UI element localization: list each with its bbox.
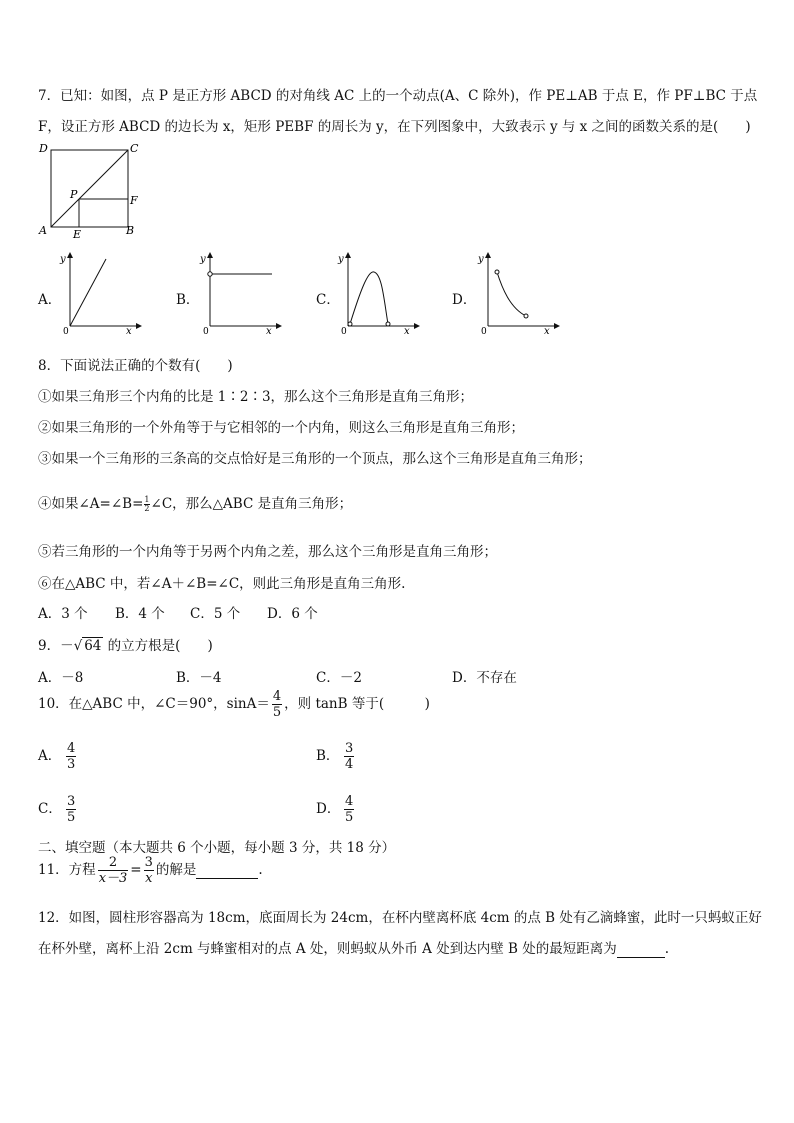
q7-option-d-label: D． <box>452 292 477 308</box>
q8-option-a: A．3 个 <box>38 606 88 622</box>
sqrt-icon: √ <box>73 638 83 654</box>
q12-line2: 在杯外壁，离杯上沿 2cm 与蜂蜜相对的点 A 处，则蚂蚁从外币 A 处到达内壁 B 处的最短距离为 . <box>38 941 669 957</box>
label-D: D <box>39 142 48 155</box>
q8-statement-2: ②如果三角形的一个外角等于与它相邻的一个内角，则这么三角形是直角三角形； <box>38 420 524 436</box>
q7-line1: 7．已知：如图，点 P 是正方形 ABCD 的对角线 AC 上的一个动点(A、C 除外)，作 PE⊥AB 于点 E，作 PF⊥BC 于点 <box>38 88 758 104</box>
axis-x-b: x <box>266 326 272 337</box>
fraction-half: $\frac{1}{2}$ <box>144 495 150 513</box>
square-figure <box>38 140 148 240</box>
axis-x-a: x <box>126 326 132 337</box>
q8-statement-4: ④如果∠A=∠B= $\frac{1}{2}$ ∠C，那么△ABC 是直角三角形； <box>38 495 353 513</box>
axis-y-c: y <box>338 254 344 265</box>
graph-option-d <box>478 252 558 338</box>
label-P: P <box>70 188 78 201</box>
q9-option-a: A．－8 <box>38 670 84 686</box>
q7-option-c-label: C． <box>316 292 340 308</box>
label-F: F <box>130 194 138 207</box>
fraction-right: $\frac{3}{x}$ <box>144 855 153 886</box>
q9-option-c: C．－2 <box>316 670 362 686</box>
answer-blank-q12 <box>617 941 665 958</box>
axis-x-d: x <box>544 326 550 337</box>
q9-stem: 9．－√ 64 的立方根是( ) <box>38 638 213 654</box>
q10-option-b: B． $\frac{3}{4}$ <box>316 741 354 772</box>
label-B: B <box>126 224 135 237</box>
q11-stem: 11．方程 $\frac{2}{x-3}$ = $\frac{3}{x}$ 的解是 . <box>38 855 263 886</box>
axis-x-c: x <box>404 326 410 337</box>
label-C: C <box>130 142 139 155</box>
q12-line1: 12．如图，圆柱形容器高为 18cm，底面周长为 24cm，在杯内壁离杯底 4cm 的点 B 处有乙滴蜂蜜，此时一只蚂蚁正好 <box>38 910 762 926</box>
q8-option-c: C．5 个 <box>190 606 241 622</box>
origin-b: 0 <box>203 327 209 337</box>
q8-statement-5: ⑤若三角形的一个内角等于另两个内角之差，那么这个三角形是直角三角形； <box>38 544 497 560</box>
q8-statement-3: ③如果一个三角形的三条高的交点恰好是三角形的一个顶点，那么这个三角形是直角三角形； <box>38 451 592 467</box>
origin-d: 0 <box>481 327 487 337</box>
q10-option-a: A． $\frac{4}{3}$ <box>38 741 76 772</box>
section-heading: 二、填空题（本大题共 6 个小题，每小题 3 分，共 18 分） <box>38 840 396 856</box>
label-E: E <box>73 228 82 241</box>
q9-option-d: D．不存在 <box>452 670 517 686</box>
axis-y-d: y <box>478 254 484 265</box>
q7-option-b-label: B． <box>176 292 200 308</box>
q8-stem: 8．下面说法正确的个数有( ) <box>38 358 233 374</box>
graph-option-b <box>200 252 280 338</box>
q8-option-d: D．6 个 <box>267 606 318 622</box>
origin-c: 0 <box>341 327 347 337</box>
q10-option-c: C． $\frac{3}{5}$ <box>38 794 76 825</box>
origin-a: 0 <box>63 327 69 337</box>
q10-option-d: D． $\frac{4}{5}$ <box>316 794 354 825</box>
graph-option-a <box>60 252 140 338</box>
q10-stem: 10．在△ABC 中，∠C＝90°，sinA＝ $\frac{4}{5}$ ，则 tanB 等于( ) <box>38 689 430 720</box>
q8-statement-6: ⑥在△ABC 中，若∠A＋∠B=∠C，则此三角形是直角三角形. <box>38 576 406 592</box>
graph-option-c <box>338 252 418 338</box>
answer-blank-q11 <box>196 862 258 879</box>
q7-line2: F，设正方形 ABCD 的边长为 x，矩形 PEBF 的周长为 y，在下列图象中，大致表示 y 与 x 之间的函数关系的是( ) <box>38 119 751 135</box>
fraction-left: $\frac{2}{x-3}$ <box>98 855 128 886</box>
fraction-sinA: $\frac{4}{5}$ <box>272 689 282 720</box>
axis-y-b: y <box>200 254 206 265</box>
label-A: A <box>39 224 47 237</box>
q7-option-a-label: A． <box>38 292 62 308</box>
q8-option-b: B．4 个 <box>115 606 165 622</box>
q9-option-b: B．－4 <box>176 670 222 686</box>
axis-y-a: y <box>60 254 66 265</box>
q8-statement-1: ①如果三角形三个内角的比是 1∶2∶3，那么这个三角形是直角三角形； <box>38 389 474 405</box>
